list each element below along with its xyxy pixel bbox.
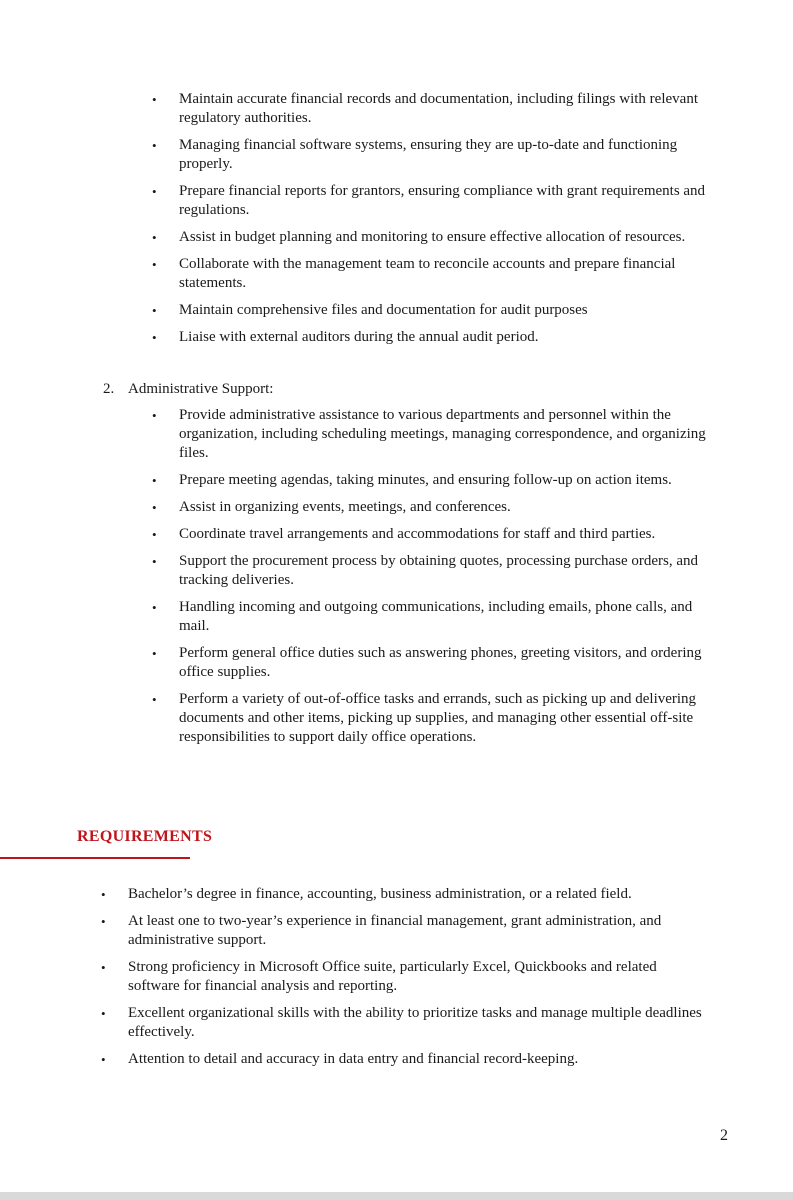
bullet-icon: • <box>152 138 157 153</box>
list-item-text: Assist in budget planning and monitoring to ensure effective allocation of resources. <box>179 229 686 245</box>
bullet-icon: • <box>101 1052 106 1067</box>
bullet-icon: • <box>152 184 157 199</box>
list-item <box>0 228 793 247</box>
bullet-icon: • <box>152 692 157 707</box>
list-item-text: Provide administrative assistance to various departments and personnel within the organization, including scheduling meetings, managing correspondence, and organizing files. <box>179 407 706 461</box>
list-item-text: Collaborate with the management team to reconcile accounts and prepare financial statements. <box>179 256 676 291</box>
list-item <box>0 885 793 904</box>
list-item-text: Strong proficiency in Microsoft Office suite, particularly Excel, Quickbooks and related software for financial analysis and reporting. <box>128 959 657 994</box>
list-item-text: Coordinate travel arrangements and accommodations for staff and third parties. <box>179 526 656 542</box>
bullet-icon: • <box>152 230 157 245</box>
list-item-text: Liaise with external auditors during the annual audit period. <box>179 329 539 345</box>
list-item-text: At least one to two-year’s experience in financial management, grant administration, and administrative support. <box>128 913 662 948</box>
list-item <box>0 1050 793 1069</box>
requirements-heading: REQUIREMENTS <box>77 828 213 845</box>
list-item <box>0 552 793 590</box>
bullet-icon: • <box>152 500 157 515</box>
list-item-text: Attention to detail and accuracy in data entry and financial record-keeping. <box>128 1051 579 1067</box>
list-item <box>0 471 793 490</box>
bullet-icon: • <box>101 960 106 975</box>
list-item-text: Maintain comprehensive files and documentation for audit purposes <box>179 302 588 318</box>
list-item <box>0 912 793 950</box>
list-item-text: Prepare meeting agendas, taking minutes, and ensuring follow-up on action items. <box>179 472 672 488</box>
financial-task-list <box>0 90 793 355</box>
list-item <box>0 90 793 128</box>
list-item <box>0 255 793 293</box>
list-item-text: Support the procurement process by obtaining quotes, processing purchase orders, and tracking deliveries. <box>179 553 699 588</box>
section-label: Administrative Support: <box>128 381 274 397</box>
list-item <box>0 301 793 320</box>
list-item-text: Excellent organizational skills with the ability to prioritize tasks and manage multiple deadlines effectively. <box>128 1005 702 1040</box>
list-item-text: Perform a variety of out-of-office tasks and errands, such as picking up and delivering documents and other items, picking up supplies, and managing other essential off-site responsibilities to support daily office operations. <box>179 691 697 745</box>
bullet-icon: • <box>101 914 106 929</box>
bullet-icon: • <box>152 600 157 615</box>
bullet-icon: • <box>152 92 157 107</box>
bullet-icon: • <box>152 257 157 272</box>
bullet-icon: • <box>152 473 157 488</box>
list-item-text: Assist in organizing events, meetings, and conferences. <box>179 499 511 515</box>
list-item-text: Handling incoming and outgoing communications, including emails, phone calls, and mail. <box>179 599 693 634</box>
list-item <box>0 182 793 220</box>
list-item <box>0 958 793 996</box>
list-item <box>0 598 793 636</box>
page-bottom-edge <box>0 1192 793 1200</box>
list-item-text: Bachelor’s degree in finance, accounting, business administration, or a related field. <box>128 886 632 902</box>
list-item-text: Managing financial software systems, ensuring they are up-to-date and functioning properly. <box>179 137 678 172</box>
admin-task-list <box>0 406 793 755</box>
bullet-icon: • <box>152 554 157 569</box>
bullet-icon: • <box>152 527 157 542</box>
list-item <box>0 406 793 463</box>
list-item-text: Maintain accurate financial records and documentation, including filings with relevant regulatory authorities. <box>179 91 698 126</box>
list-item <box>0 525 793 544</box>
page-number: 2 <box>720 1127 728 1144</box>
bullet-icon: • <box>152 330 157 345</box>
bullet-icon: • <box>152 303 157 318</box>
list-item <box>0 1004 793 1042</box>
list-item <box>0 690 793 747</box>
list-item-text: Prepare financial reports for grantors, ensuring compliance with grant requirements and regulations. <box>179 183 706 218</box>
section-number: 2. <box>103 381 115 397</box>
list-item <box>0 498 793 517</box>
bullet-icon: • <box>101 887 106 902</box>
bullet-icon: • <box>152 408 157 423</box>
list-item <box>0 644 793 682</box>
heading-underline <box>0 857 190 859</box>
bullet-icon: • <box>152 646 157 661</box>
list-item-text: Perform general office duties such as answering phones, greeting visitors, and ordering office supplies. <box>179 645 702 680</box>
list-item <box>0 328 793 347</box>
requirements-list <box>0 885 793 1077</box>
bullet-icon: • <box>101 1006 106 1021</box>
list-item <box>0 136 793 174</box>
